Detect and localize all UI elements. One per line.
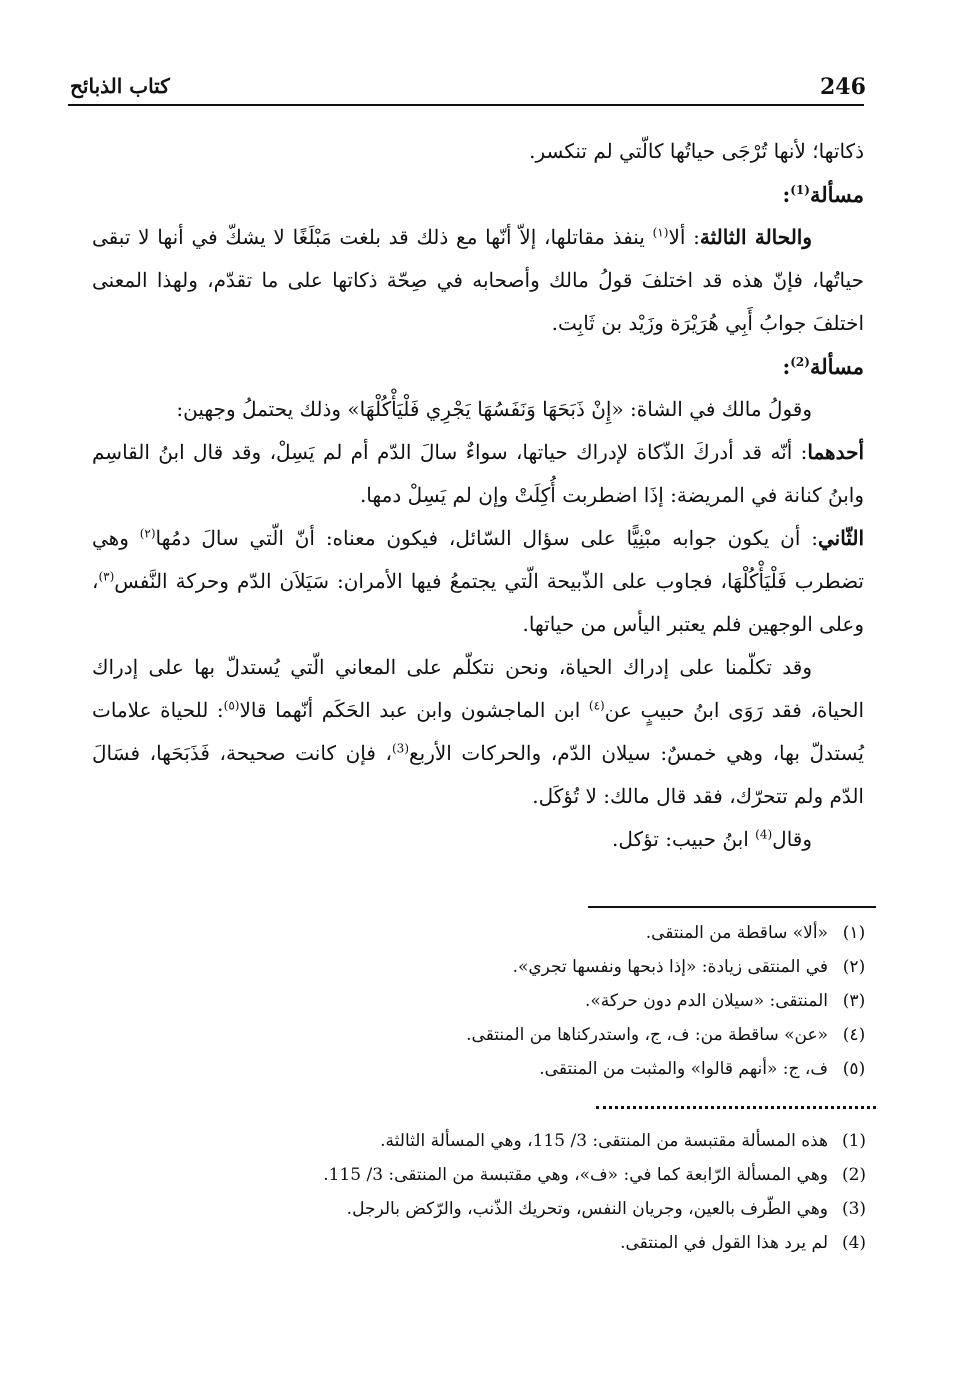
footnote-text: ف، ج: «أنهم قالوا» والمثبت من المنتقى. xyxy=(539,1059,828,1079)
paragraph-text: : للحياة علامات يُستدلّ بها، وهي خمسٌ: سيلان الدّم، والحركات الأربع xyxy=(92,698,864,765)
footnote-number: (2) xyxy=(841,1165,867,1185)
footnote-number: (٥) xyxy=(842,1059,866,1079)
header-rule xyxy=(68,104,864,106)
paragraph-text: ابنُ حبيب: تؤكل. xyxy=(611,827,756,851)
main-text xyxy=(92,130,864,861)
heading-text: مسألة xyxy=(809,182,864,207)
footnote-item xyxy=(150,1226,880,1260)
paragraph-2 xyxy=(92,216,864,345)
footnote-item xyxy=(150,984,880,1018)
paragraph-text: ، وعلى الوجهين فلم يعتبر اليأس من حياتها. xyxy=(92,569,864,636)
footnote-text: وهي المسألة الرّابعة كما في: «ف»، وهي مقتبسة من المنتقى: 3/ 115. xyxy=(323,1165,828,1185)
footnote-item xyxy=(150,1124,880,1158)
footnote-text: المنتقى: «سيلان الدم دون حركة». xyxy=(584,991,828,1011)
footnotes-arabic xyxy=(150,916,880,1086)
footnote-text: «ألا» ساقطة من المنتقى. xyxy=(645,923,828,943)
paragraph-text: ذكاتها؛ لأنها تُرْجَى حياتُها كالّتي لم تنكسر. xyxy=(529,139,864,163)
footnote-number: (٣) xyxy=(842,991,866,1011)
paragraph-text: وقولُ مالك في الشاة: «إِنْ ذَبَحَهَا وَنَفَسُهَا يَجْرِي فَلْيَأْكُلْهَا» وذلك يحتملُ وجهين: xyxy=(176,397,812,421)
paragraph-text: وقد تكلّمنا على إدراك الحياة، ونحن نتكلّم على المعاني الّتي يُستدلّ بها على إدراك الحياة، فقد رَوَى ابنُ حبيبٍ عن xyxy=(92,655,865,722)
footnote-item xyxy=(150,1018,880,1052)
footnote-text: هذه المسألة مقتبسة من المنتقى: 3/ 115، وهي المسألة الثالثة. xyxy=(380,1131,828,1151)
footnote-ref: (2) xyxy=(790,355,810,369)
footnote-ref: (٢) xyxy=(139,526,156,541)
footnote-ref: (٥) xyxy=(223,698,240,713)
paragraph-3 xyxy=(92,388,864,431)
footnote-number: (1) xyxy=(841,1131,867,1151)
paragraph-text: : ألا xyxy=(668,225,700,249)
heading-colon: : xyxy=(782,182,791,207)
paragraph-4 xyxy=(92,431,864,517)
footnote-text: في المنتقى زيادة: «إذا ذبحها ونفسها تجري». xyxy=(512,957,828,977)
paragraph-6 xyxy=(92,646,864,818)
heading-text: مسألة xyxy=(809,354,864,379)
footnote-text: «عن» ساقطة من: ف، ج، واستدركناها من المنتقى. xyxy=(466,1025,828,1045)
footnote-item xyxy=(150,1052,880,1086)
paragraph-text: ينفذ مقاتلها، إلاّ أنّها مع ذلك قد بلغت مَبْلَغًا لا يشكّ في أنها لا تبقى حياتُها، فإنّ هذه قد اختلفَ قولُ مالك وأصحابه في صِحّة ذكاتها على ما تقدّم، ولهذا المعنى اختلفَ جوابُ أَبِي هُرَيْرَة وزَيْد بن ثَابِت. xyxy=(92,225,864,335)
paragraph-text: وهي تضطرب فَلْيَأْكُلْهَا، فجاوب على الذّبيحة الّتي يجتمعُ فيها الأمران: سَيَلاَن الدّم وحركة النَّفس xyxy=(92,526,864,593)
footnotes-editor xyxy=(150,1124,880,1260)
paragraph-1 xyxy=(92,130,864,173)
footnote-number: (٢) xyxy=(842,957,866,977)
paragraph-7 xyxy=(92,818,864,861)
page-number: 246 xyxy=(820,74,866,100)
footnote-ref: (3) xyxy=(391,741,409,756)
paragraph-lead: والحالة الثالثة xyxy=(699,225,812,249)
dotted-separator xyxy=(596,1106,876,1109)
paragraph-5 xyxy=(92,517,864,646)
paragraph-text: : أن يكون جوابه مبْنِيًّا على سؤال السّائل، فيكون معناه: أنّ الّتي سالَ دمُها xyxy=(155,526,818,550)
heading-colon: : xyxy=(782,354,791,379)
footnote-item xyxy=(150,1158,880,1192)
running-header-title: كتاب الذبائح xyxy=(70,74,170,98)
paragraph-text: ، فإن كانت صحيحة، فَذَبَحَها، فسَالَ الدّم ولم تتحرّك، فقد قال مالك: لا تُؤكَل. xyxy=(92,741,864,808)
footnote-number: (١) xyxy=(842,923,866,943)
footnote-number: (4) xyxy=(841,1233,867,1253)
paragraph-text: : أنّه قد أدركَ الذّكاة لإدراك حياتها، سواءٌ سالَ الدّم أم لم يَسِلْ، وقد قال ابنُ القاسِم وابنُ كنانة في المريضة: إذَا اضطربت أُكِلَتْ وإن لم يَسِلْ دمها. xyxy=(92,440,864,507)
footnote-ref: (٤) xyxy=(588,698,605,713)
footnote-number: (٤) xyxy=(842,1025,866,1045)
footnote-ref: (١) xyxy=(652,225,669,240)
footnote-text: لم يرد هذا القول في المنتقى. xyxy=(620,1233,828,1253)
footnote-ref: (٣) xyxy=(98,569,115,584)
footnote-item xyxy=(150,1192,880,1226)
footnote-number: (3) xyxy=(841,1199,867,1219)
section-heading-2 xyxy=(92,345,864,388)
footnote-ref: (4) xyxy=(755,827,773,842)
paragraph-text: ابن الماجشون وابن عبد الحَكَم أنّهما قالا xyxy=(239,698,589,722)
footnote-text: وهي الطّرف بالعين، وجريان النفس، وتحريك الذّنب، والرّكض بالرجل. xyxy=(346,1199,828,1219)
footnote-item xyxy=(150,950,880,984)
paragraph-lead: أحدهما xyxy=(807,440,864,464)
footnote-rule xyxy=(588,906,876,908)
footnote-item xyxy=(150,916,880,950)
footnote-ref: (1) xyxy=(790,183,810,197)
paragraph-text: وقال xyxy=(772,827,812,851)
section-heading-1 xyxy=(92,173,864,216)
paragraph-lead: الثّاني xyxy=(817,526,864,550)
